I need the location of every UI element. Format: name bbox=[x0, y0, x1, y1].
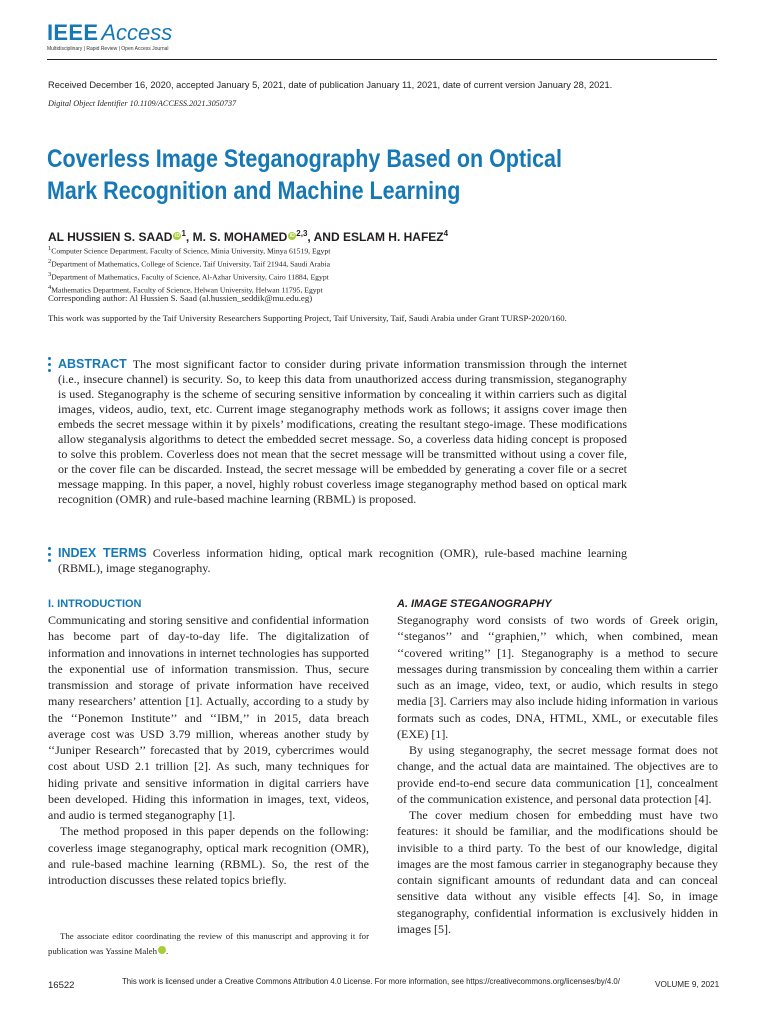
author-affiliation-mark: 4 bbox=[443, 229, 449, 238]
received-dates: Received December 16, 2020, accepted January 5, 2021, date of publication January 11, 2021, date of current version January 28, 2021. bbox=[48, 80, 613, 90]
associate-editor-note: The associate editor coordinating the review of this manuscript and approving it for publication was Yassine Maleh iD. bbox=[48, 931, 369, 956]
logo-access: Access bbox=[101, 20, 173, 45]
abstract bbox=[58, 357, 627, 507]
introduction-heading: I. INTRODUCTION bbox=[48, 598, 142, 610]
orcid-icon[interactable]: iD bbox=[289, 233, 295, 239]
affiliation-item bbox=[48, 257, 330, 270]
affiliation-number: 4 bbox=[48, 284, 52, 292]
affiliation-text: Computer Science Department, Faculty of Science, Minia University, Minya 61519, Egypt bbox=[51, 246, 331, 256]
affiliation-item bbox=[48, 244, 330, 257]
affiliation-text: Department of Mathematics, Faculty of Science, Al-Azhar University, Cairo 11884, Egypt bbox=[51, 272, 329, 282]
funding-note: This work was supported by the Taif University Researchers Supporting Project, Taif University, Taif, Saudi Arabia under Grant TURSP-2020/160. bbox=[48, 313, 567, 323]
author-name: , AND ESLAM H. HAFEZ bbox=[307, 230, 444, 244]
logo-ieee: IEEE bbox=[47, 20, 99, 45]
paper-title: Coverless Image Steganography Based on Optical Mark Recognition and Machine Learning bbox=[47, 145, 562, 205]
paragraph: By using steganography, the secret message format does not change, and the actual data are maintained. The objectives are to provide end-to-end secure data communication [1], concealment of the communication existence, and personal data protection [4]. bbox=[397, 743, 718, 806]
right-column bbox=[397, 612, 718, 937]
orcid-icon[interactable]: iD bbox=[174, 233, 180, 239]
corresponding-author: Corresponding author: Al Hussien S. Saad (al.hussien_seddik@mu.edu.eg) bbox=[48, 293, 313, 303]
paragraph: Steganography word consists of two words of Greek origin, ‘‘steganos’’ and ‘‘graphien,’’ which, when combined, mean ‘‘covered writing’’ [1]. Steganography is a method to secure messages during transmission by concealing them within a carrier such as an image, video, text, or audio, which results in stego media [3]. Carriers may also include hiding information in various formats such as codes, DNA, HTML, XML, or executable files (EXE) [1]. bbox=[397, 613, 718, 741]
logo-tagline: Multidisciplinary | Rapid Review | Open Access Journal bbox=[47, 46, 169, 52]
doi: Digital Object Identifier 10.1109/ACCESS.2021.3050737 bbox=[48, 99, 237, 108]
volume-label: VOLUME 9, 2021 bbox=[655, 980, 720, 989]
abstract-heading: ABSTRACT bbox=[58, 357, 127, 371]
affiliation-item bbox=[48, 270, 330, 283]
affiliation-text: Mathematics Department, Faculty of Science, Helwan University, Helwan 11795, Egypt bbox=[51, 285, 323, 295]
index-terms bbox=[58, 546, 627, 576]
author-name: AL HUSSIEN S. SAAD bbox=[48, 230, 173, 244]
logo-wordmark bbox=[47, 22, 172, 44]
affiliation-number: 1 bbox=[48, 245, 52, 252]
paragraph: The method proposed in this paper depends on the following: coverless image steganography, optical mark recognition (OMR), and rule-based machine learning (RBML). So, the rest of the introduction discusses these related topics briefly. bbox=[48, 824, 369, 887]
index-terms-marker-icon bbox=[48, 547, 51, 565]
journal-logo bbox=[47, 22, 172, 52]
affiliation-text: Department of Mathematics, College of Science, Taif University, Taif 21944, Saudi Arabia bbox=[51, 259, 331, 269]
author-affiliation-mark: 1 bbox=[181, 229, 186, 238]
orcid-icon[interactable]: iD bbox=[158, 946, 166, 954]
abstract-marker-icon bbox=[48, 357, 51, 375]
left-column bbox=[48, 612, 369, 888]
author-list bbox=[48, 229, 588, 244]
affiliation-number: 3 bbox=[48, 271, 52, 279]
author-affiliation-mark: 2,3 bbox=[296, 229, 308, 238]
affiliations bbox=[48, 244, 330, 296]
image-steganography-heading: A. IMAGE STEGANOGRAPHY bbox=[397, 598, 552, 610]
affiliation-number: 2 bbox=[48, 258, 52, 266]
associate-editor-text: The associate editor coordinating the review of this manuscript and approving it for publication was Yassine Maleh bbox=[48, 931, 369, 956]
header-rule bbox=[47, 59, 717, 60]
paragraph: Communicating and storing sensitive and confidential information has become part of day-to-day life. The digitalization of information and innovations in internet technologies has supported the exponential use of information transmission. Thus, secure transmission and storage of private information have received many researchers’ attention [1]. Actually, according to a study by the ‘‘Ponemon Institute’’ and ‘‘IBM,’’ in 2015, data breach average cost was USD 3.79 million, whereas another study by ‘‘Juniper Research’’ forecasted that by 2019, cybercrimes would cost about USD 2.1 trillion [2]. As such, many techniques for hiding private and sensitive information in digital carriers have been developed. Hiding this information in images, text, videos, and audio is termed steganography [1]. bbox=[48, 613, 369, 822]
index-terms-text: Coverless information hiding, optical mark recognition (OMR), rule-based machine learning (RBML), image steganography. bbox=[58, 546, 627, 575]
abstract-text: The most significant factor to consider during private information transmission through the internet (i.e., insecure channel) is security. So, to keep this data from unauthorized access during transmission, steganography is used. Steganography is the scheme of securing sensitive information by concealing it within carriers such as digital images, videos, audio, text, etc. Current image steganography methods work as follows; it assigns cover image then embeds the secret message within it by pixels’ modifications, creating the resultant stego-image. These modifications allow steganalysis algorithms to detect the embedded secret message. So, a coverless data hiding concept is proposed to solve this problem. Coverless does not mean that the secret message will be transmitted without using a cover file, or the cover file can be discarded. Instead, the secret message will be embedded by generating a cover file or a secret message mapping. In this paper, a novel, highly robust coverless image steganography method based on optical mark recognition (OMR) and rule-based machine learning (RBML) is proposed. bbox=[58, 357, 627, 507]
index-terms-heading: INDEX TERMS bbox=[58, 546, 147, 560]
paragraph: The cover medium chosen for embedding must have two features: it should be familiar, and the modifications should be invisible to a third party. To the best of our knowledge, digital images are the most famous carrier in steganography because they contain significant amounts of redundant data and can conceal sensitive data without any visible effects [4]. So, in image steganography, confidential information is exclusively hidden in images [5]. bbox=[397, 808, 718, 936]
page-number: 16522 bbox=[48, 980, 75, 991]
license-note[interactable]: This work is licensed under a Creative Commons Attribution 4.0 License. For more information, see https://creativecommons.org/licenses/by/4.0/ bbox=[122, 977, 620, 986]
author-name: , M. S. MOHAMED bbox=[185, 230, 288, 244]
